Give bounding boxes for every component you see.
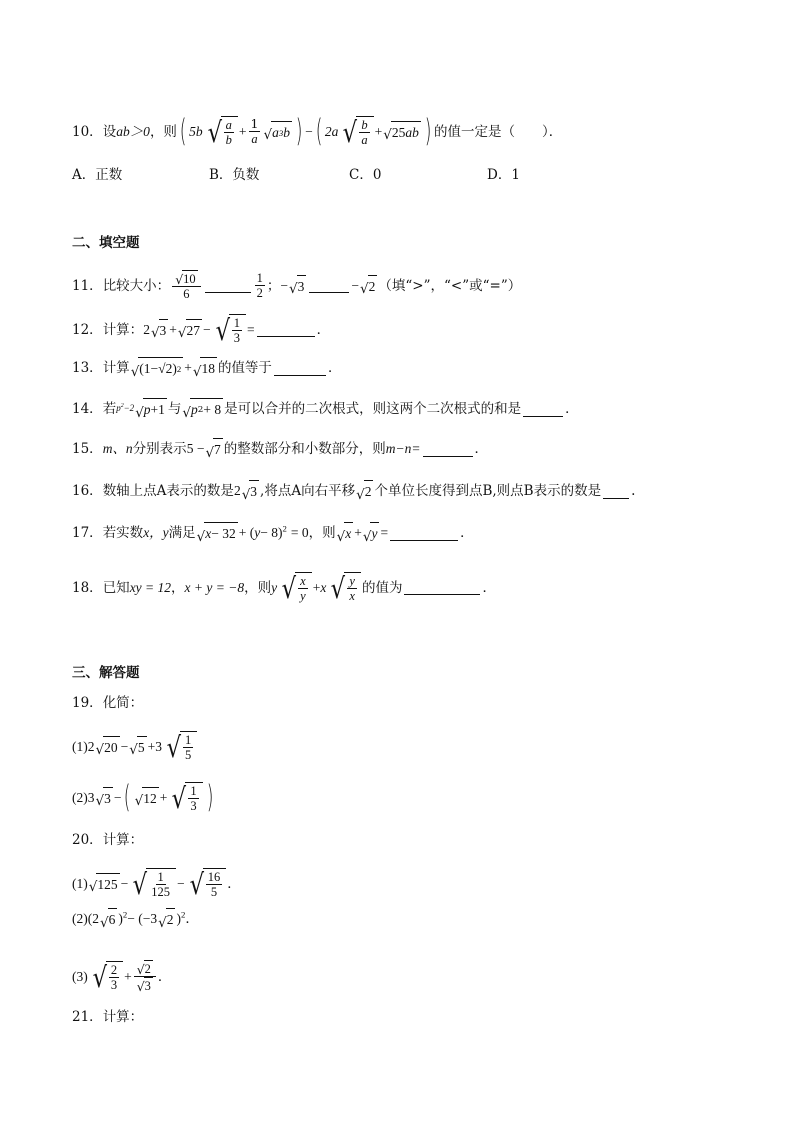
answer-blank[interactable] — [603, 484, 629, 499]
section-title: 二、填空题 — [72, 235, 140, 251]
answer-blank[interactable] — [205, 278, 251, 293]
answer-blank[interactable] — [404, 580, 480, 595]
question-21: 21． 计算： — [72, 1009, 144, 1025]
question-19: 19． 化简： — [72, 695, 144, 711]
question-text: 的值一定是（ ）． — [434, 123, 563, 140]
question-13: 13． 计算 √ (1−√2) 2 + √ 18 的值等于 ． — [72, 357, 734, 379]
question-16: 16． 数轴上点A表示的数是 2 √ 3 ,将点A向右平移 √ 2 个单位长度得到点B,则点B表示的数是 . — [72, 480, 734, 502]
question-18: 18． 已知 xy = 12 ， x + y = −8 ，则 y √ $\frac{x}{y}$ + x √ $\frac{y}{x}$ 的值为 ． — [72, 572, 496, 606]
question-20-part-2: (2) (2 √ 6 )$^2$ − (−3 √ 2 )$^2$ ． — [72, 909, 199, 931]
question-19-part-1: (1) 2 √ 20 − √ 5 +3 √ $\frac{1}{5}$ — [72, 731, 734, 763]
answer-blank[interactable] — [390, 526, 458, 541]
answer-blank[interactable] — [274, 361, 326, 376]
question-14: 14． 若 $p^2-2$ √ p +1 与 √ p 2 + 8 是可以合并的二次根式，则这两个二次根式的和是 ． — [72, 398, 734, 420]
question-11: 11． 比较大小： √ 10 6 $\frac{1}{2}$ ； − √ 3 − √ 2 （填“>”，“<”或“=”） — [72, 271, 522, 302]
answer-blank[interactable] — [309, 278, 349, 293]
question-text: 设 — [102, 123, 117, 140]
condition: ab＞0 — [116, 123, 150, 139]
question-text: ，则 — [149, 123, 177, 140]
radical: √ $\frac{b}{a}$ — [339, 116, 373, 148]
radical: √ 25 ab — [383, 121, 421, 143]
question-20-part-3: (3) √ $\frac{2}{3}$ + √ 2 √ 3 ． — [72, 961, 172, 995]
radical: √ $\frac{a}{b}$ — [204, 116, 238, 148]
answer-blank[interactable] — [523, 402, 563, 417]
answer-blank[interactable] — [423, 442, 473, 457]
option-d[interactable]: D．1 — [487, 167, 520, 183]
question-17: 17． 若实数 x，y 满足 √ x − 32 + ( y − 8)$^2$ = 0 ，则 √ x + √ y = ． — [72, 523, 474, 545]
option-c[interactable]: C．0 — [349, 167, 382, 183]
question-12: 12． 计算： 2 √ 3 + √ 27 − √ $\frac{1}{3}$ = ． — [72, 314, 331, 348]
option-b[interactable]: B．负数 — [209, 167, 260, 183]
question-20: 20． 计算： — [72, 832, 144, 848]
section-title: 三、解答题 — [72, 665, 140, 681]
question-20-part-1: (1) √ 125 − √ $\frac{1}{125}$ − √ $\frac{16}{5}$ ． — [72, 868, 241, 902]
question-19-part-2: (2) 3 √ 3 − ( √ 12 + √ $\frac{1}{3}$ ) — [72, 779, 214, 816]
question-10: 10． 设 ab＞0 ，则 ( 5b √ $\frac{a}{b}$ + $\frac{1}{a}$ √ a 3 b ) − ( 2a √ $\frac{b}{a}$ + √ 25 ab ) 的值一定是（ ）． — [72, 113, 563, 150]
radical: √ a 3 b — [263, 121, 292, 143]
question-15: 15． m、n 分别表示 5 − √ 7 的整数部分和小数部分，则 m−n= ． — [72, 438, 734, 460]
answer-blank[interactable] — [257, 322, 315, 337]
question-number: 10． — [72, 123, 103, 140]
option-a[interactable]: A．正数 — [72, 167, 123, 183]
